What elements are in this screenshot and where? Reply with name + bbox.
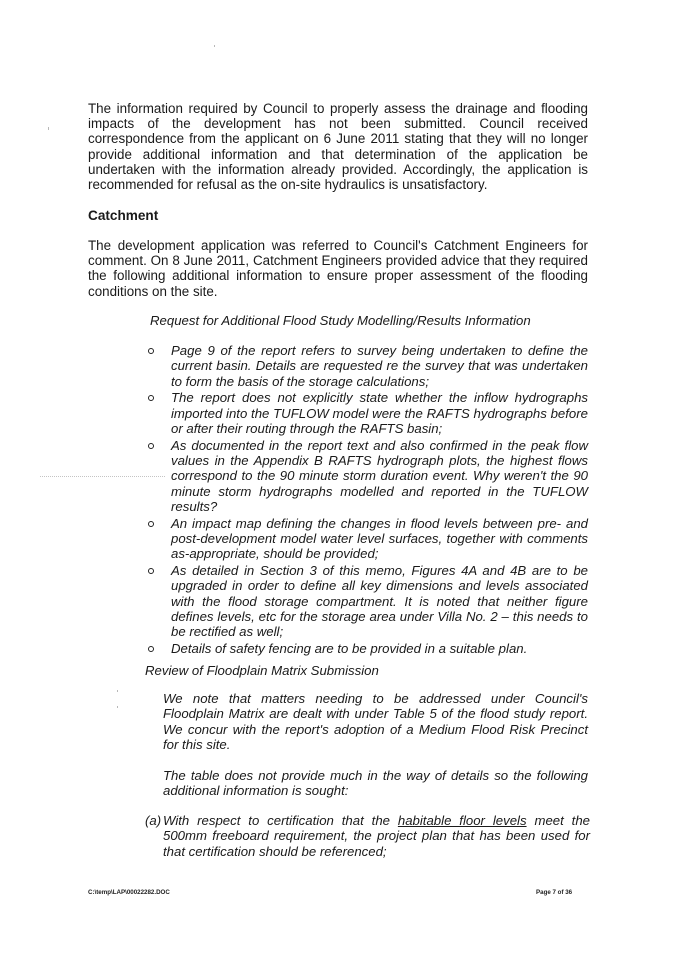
bullet-text: Page 9 of the report refers to survey being undertaken to define the current basin. Details are requested re the survey that was undertaken to form the basis of the storage calculations; — [171, 343, 588, 389]
footer-page-number: Page 7 of 36 — [536, 889, 573, 896]
list-item — [148, 641, 588, 656]
bullet-text: As documented in the report text and also confirmed in the peak flow values in the Appendix B RAFTS hydrograph plots, the highest flows correspond to the 90 minute storm duration event. Why weren't the 90 minute storm hydrographs modelled and reported in the TUFLOW results? — [171, 437, 588, 514]
item-a-text-before: With respect to certification that the — [163, 813, 398, 828]
section-heading-catchment: Catchment — [88, 208, 159, 223]
review-heading: Review of Floodplain Matrix Submission — [145, 663, 379, 678]
bullet-icon — [148, 568, 154, 574]
request-heading: Request for Additional Flood Study Modelling/Results Information — [150, 313, 531, 328]
bullet-text: An impact map defining the changes in flood levels between pre- and post-development model water level surfaces, together with comments as-appropriate, should be provided; — [171, 515, 588, 562]
list-item — [148, 563, 588, 639]
footer-file-path: C:\temp\LAP\00022282.DOC — [88, 889, 170, 896]
scan-dotted-line — [40, 476, 165, 477]
list-item — [148, 343, 588, 389]
item-a-underlined-text: habitable floor levels — [397, 813, 527, 828]
scan-speck — [117, 690, 118, 692]
request-bullet-list — [148, 343, 588, 658]
scan-speck — [117, 706, 118, 708]
list-item — [148, 390, 588, 436]
bullet-icon — [148, 395, 154, 401]
intro-paragraph: The information required by Council to properly assess the drainage and flooding impacts of the development has not been submitted. Council received correspondence from the applicant on 6 June 2011 stating that they will no longer provide additional information and that determination of the application be undertaken with the information already provided. Accordingly, the application is recommended for refusal as the on-site hydraulics is unsatisfactory. — [88, 101, 588, 193]
list-item-a — [145, 813, 590, 859]
catchment-paragraph: The development application was referred to Council's Catchment Engineers for comment. On 8 June 2011, Catchment Engineers provided advice that they required the following additional information to ensure proper assessment of the flooding conditions on the site. — [88, 238, 588, 299]
scan-speck — [214, 45, 215, 47]
bullet-text: As detailed in Section 3 of this memo, Figures 4A and 4B are to be upgraded in order to define all key dimensions and levels associated with the flood storage compartment. It is noted that neither figure defines levels, etc for the storage area under Villa No. 2 – this needs to be rectified as well; — [171, 563, 588, 640]
bullet-icon — [148, 521, 154, 527]
bullet-text: Details of safety fencing are to be provided in a suitable plan. — [171, 641, 528, 657]
list-item — [148, 516, 588, 562]
scan-speck — [48, 127, 49, 130]
bullet-icon — [148, 348, 154, 354]
review-paragraph-2: The table does not provide much in the way of details so the following additional information is sought: — [163, 768, 588, 799]
bullet-text: The report does not explicitly state whether the inflow hydrographs imported into the TUFLOW model were the RAFTS hydrographs before or after their routing through the RAFTS basin; — [171, 390, 588, 436]
item-a-body — [145, 813, 590, 859]
item-a-text-after: meet the 500mm freeboard requirement, the project plan that has been used for that certification should be referenced; — [163, 813, 590, 859]
list-item — [148, 438, 588, 514]
item-a-marker: (a) — [145, 813, 162, 828]
bullet-icon — [148, 443, 154, 449]
review-paragraph-1: We note that matters needing to be addressed under Council's Floodplain Matrix are dealt with under Table 5 of the flood study report. We concur with the report's adoption of a Medium Flood Risk Precinct for this site. — [163, 691, 588, 752]
bullet-icon — [148, 646, 154, 652]
